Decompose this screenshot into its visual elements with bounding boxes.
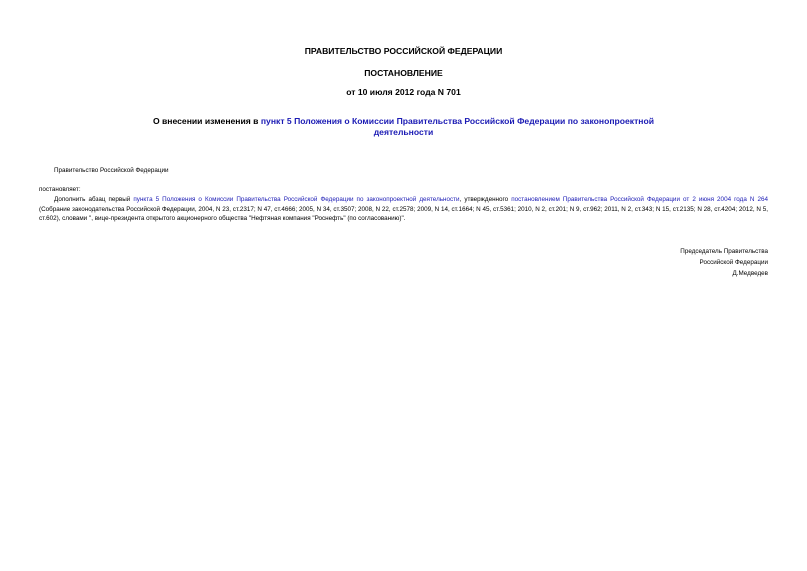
body-paragraph <box>39 195 768 224</box>
signature-title: Председатель Правительства <box>680 248 768 255</box>
para-text-3: (Собрание законодательства Российской Федерации, 2004, N 23, ст.2317; N 47, ст.4666; 2005, N 34, ст.3507; 2008, N 22, ст.2578; 2009, N 14, ст.1664; N 45, ст.5361; 2010, N 2, ст.201; N 9, ст.962; 2011, N 2, ст.343; N 15, ст.2135; N 28, ст.4204; 2012, N 5, ст.602), словами ", вице-президента открытого акционерного общества "Нефтяная компания "Роснефть" (по согласованию)". <box>39 205 768 223</box>
para-text-1: Дополнить абзац первый <box>54 196 134 203</box>
document-date-number: от 10 июля 2012 года N 701 <box>346 87 461 97</box>
para-text-2: , утвержденного <box>459 196 512 203</box>
signature-name: Д.Медведев <box>732 270 768 277</box>
subject-link[interactable]: пункт 5 Положения о Комиссии Правительства Российской Федерации по законопроектной деятельности <box>260 116 655 137</box>
document-type: ПОСТАНОВЛЕНИЕ <box>364 68 443 78</box>
document-subject <box>130 116 677 137</box>
para-link-regulation[interactable]: пункта 5 Положения о Комиссии Правительства Российской Федерации по законопроектной деятельности <box>133 196 460 203</box>
decree-word: постановляет: <box>39 186 81 193</box>
issuer-text: Правительство Российской Федерации <box>54 167 169 174</box>
para-link-resolution[interactable]: постановлением Правительства Российской Федерации от 2 июня 2004 года N 264 <box>511 196 768 203</box>
government-title: ПРАВИТЕЛЬСТВО РОССИЙСКОЙ ФЕДЕРАЦИИ <box>304 46 503 56</box>
signature-country: Российской Федерации <box>699 259 768 266</box>
subject-prefix: О внесении изменения в <box>152 116 261 126</box>
